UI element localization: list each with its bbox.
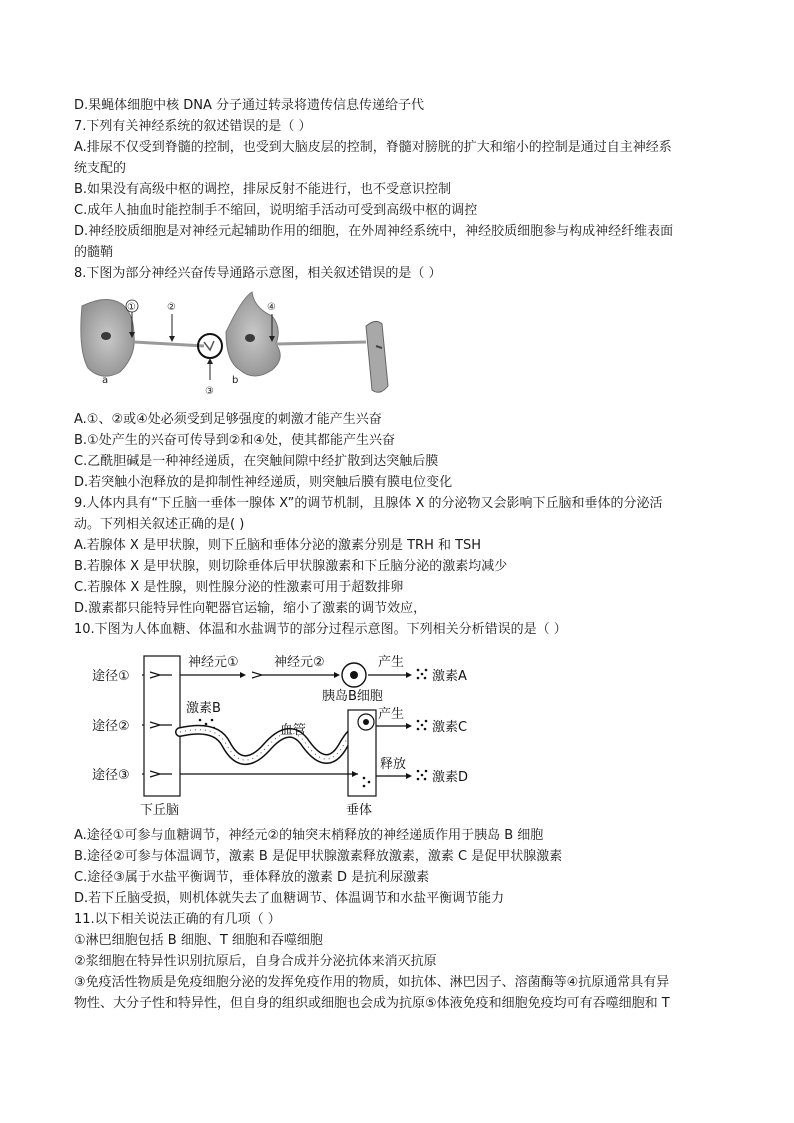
neuron-a-nucleus [101,332,111,340]
hormone-d-dots [417,770,428,781]
hormone-b-label: 激素B [186,701,221,716]
hormone-d-label: 激素D [432,770,469,785]
cell-b-label: b [232,375,239,386]
muscle-fiber [366,321,388,392]
question-10-stem: 10.下图为人体血糖、体温和水盐调节的部分过程示意图。下列相关分析错误的是（ ） [74,622,567,637]
option-7a-cont: 统支配的 [74,161,127,176]
option-10b: B.途径②可参与体温调节，激素 B 是促甲状腺激素释放激素，激素 C 是促甲状腺激素 [74,849,563,864]
neuron-1-label: 神经元① [188,655,239,670]
hypothalamus-label: 下丘脑 [140,803,180,818]
option-7d: D.神经胶质细胞是对神经元起辅助作用的细胞，在外周神经系统中，神经胶质细胞参与构成神经纤维表面 [74,224,674,239]
statement-2: ②浆细胞在特异性识别抗原后，自身合成并分泌抗体来消灭抗原 [74,954,437,969]
option-9b: B.若腺体 X 是甲状腺，则切除垂体后甲状腺激素和下丘脑分泌的激素均减少 [74,559,508,574]
option-7c: C.成年人抽血时能控制手不缩回，说明缩手活动可受到高级中枢的调控 [74,203,478,218]
question-8-stem: 8.下图为部分神经兴奋传导通路示意图，相关叙述错误的是（ ） [74,266,442,281]
question-9-stem: 9.人体内具有“下丘脑一垂体一腺体 X”的调节机制，且腺体 X 的分泌物又会影响下丘脑和垂体的分泌活 [74,496,663,511]
option-10c: C.途径③属于水盐平衡调节，垂体释放的激素 D 是抗利尿激素 [74,870,430,885]
regulation-pathway-figure [76,648,486,824]
option-9a: A.若腺体 X 是甲状腺，则下丘脑和垂体分泌的激素分别是 TRH 和 TSH [74,538,482,553]
neuron-2-label: 神经元② [274,655,325,670]
option-7a: A.排尿不仅受到脊髓的控制，也受到大脑皮层的控制，脊髓对膀胱的扩大和缩小的控制是通过自主神经系 [74,140,672,155]
hypothalamus-box [144,656,180,796]
statement-3-4: ③免疫活性物质是免疫细胞分泌的发挥免疫作用的物质，如抗体、淋巴因子、溶菌酶等④抗原通常具有异 [74,975,670,990]
text-line: D.果蝇体细胞中核 DNA 分子通过转录将遗传信息传递给子代 [74,98,425,113]
hormone-c-dots [417,720,428,731]
islet-cell-label: 胰岛B细胞 [322,689,383,704]
option-8b: B.①处产生的兴奋可传导到②和④处，使其都能产生兴奋 [74,433,396,448]
option-9c: C.若腺体 X 是性腺，则性腺分泌的性激素可用于超数排卵 [74,580,404,595]
axon-a [134,342,204,346]
produce-1-label: 产生 [378,655,405,670]
neuron-pathway-figure [76,286,416,398]
hormone-a-label: 激素A [432,669,467,684]
cell-a-label: a [102,375,109,386]
vessel-label: 血管 [280,723,307,738]
question-7-stem: 7.下列有关神经系统的叙述错误的是（ ） [74,119,312,134]
produce-2-label: 产生 [378,707,405,722]
option-8a: A.①、②或④处必须受到足够强度的刺激才能产生兴奋 [74,412,382,427]
statement-1: ①淋巴细胞包括 B 细胞、T 细胞和吞噬细胞 [74,933,323,948]
release-label: 释放 [380,757,407,772]
question-9-stem-cont: 动。下列相关叙述正确的是( ) [74,517,245,532]
axon-b [276,342,366,344]
label-4: ④ [267,302,276,313]
option-7d-cont: 的髓鞘 [74,245,114,260]
option-7b: B.如果没有高级中枢的调控，排尿反射不能进行，也不受意识控制 [74,182,452,197]
hormone-c-label: 激素C [432,720,468,735]
pituitary-label: 垂体 [346,803,373,818]
label-1: ① [127,302,136,313]
hormone-a-dots [417,669,428,680]
label-2: ② [167,302,176,313]
option-9d: D.激素都只能特异性向靶器官运输，缩小了激素的调节效应， [74,601,427,616]
route-2-label: 途径② [92,719,130,734]
statement-4-5: 物性、大分子性和特异性，但自身的组织或细胞也会成为抗原⑤体液免疫和细胞免疫均可有吞噬细胞和 T [74,996,670,1011]
route-3-label: 途径③ [92,768,130,783]
neuron-b-nucleus [245,334,255,342]
label-3: ③ [205,386,214,397]
option-10a: A.途径①可参与血糖调节，神经元②的轴突末梢释放的神经递质作用于胰岛 B 细胞 [74,828,544,843]
option-10d: D.若下丘脑受损，则机体就失去了血糖调节、体温调节和水盐平衡调节能力 [74,891,505,906]
option-8c: C.乙酰胆碱是一种神经递质，在突触间隙中经扩散到达突触后膜 [74,454,439,469]
route-1-label: 途径① [92,669,130,684]
question-11-stem: 11.以下相关说法正确的有几项（ ） [74,912,281,927]
option-8d: D.若突触小泡释放的是抑制性神经递质，则突触后膜有膜电位变化 [74,475,453,490]
